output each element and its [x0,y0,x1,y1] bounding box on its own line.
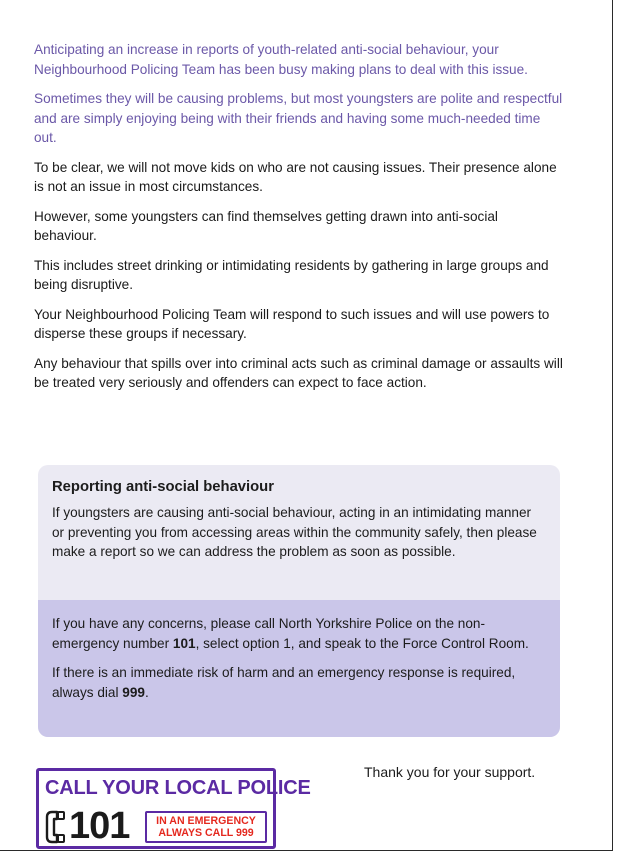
body-paragraph-4: Your Neighbourhood Policing Team will respond to such issues and will use powers to disperse these groups if necessary. [34,306,550,341]
body-paragraph-5: Any behaviour that spills over into criminal acts such as criminal damage or assaults will be treated very seriously and offenders can expect to face action. [34,355,563,390]
concerns-paragraph [52,614,546,653]
body-paragraph-1: To be clear, we will not move kids on who are not causing issues. Their presence alone is not an issue in most circumstances. [34,159,557,194]
intro-paragraph-2: Sometimes they will be causing problems, but most youngsters are polite and respectful and are simply enjoying being with their friends and having some much-needed time out. [34,91,563,145]
logo-headline: CALL YOUR LOCAL POLICE [45,777,311,799]
reporting-title: Reporting anti-social behaviour [52,479,274,495]
main-text [34,40,564,403]
thanks-text: Thank you for your support. [364,764,536,780]
emergency-text-before: If there is an immediate risk of harm and an emergency response is required, always dial [52,665,516,700]
emergency-number: 999 [122,684,145,700]
emergency-badge [145,811,267,843]
logo-number-101: 101 [69,805,130,847]
emergency-badge-line-1: IN AN EMERGENCY [156,815,256,827]
concerns-text-after: , select option 1, and speak to the Force Control Room. [195,635,529,651]
reporting-section [38,465,560,574]
emergency-badge-line-2: ALWAYS CALL 999 [158,827,254,839]
logo-number-row [45,805,267,847]
body-paragraph-2: However, some youngsters can find themselves getting drawn into anti-social behaviour. [34,208,498,243]
non-emergency-number: 101 [172,635,196,651]
call-101-logo [36,768,311,849]
reporting-text: If youngsters are causing anti-social behaviour, acting in an intimidating manner or preventing you from accessing areas within the community safely, then please make a report so we can address the problem as soon as possible. [52,505,537,559]
emergency-text-after: . [144,684,149,700]
contact-section [38,600,560,737]
phone-icon [45,810,67,844]
intro-paragraph-1: Anticipating an increase in reports of youth-related anti-social behaviour, your Neighbourhood Policing Team has been busy making plans to deal with this issue. [34,42,528,77]
reporting-info-box [38,465,560,737]
concerns-text-before: If you have any concerns, please call North Yorkshire Police on the non-emergency number [52,616,485,651]
body-paragraph-3: This includes street drinking or intimidating residents by gathering in large groups and being disruptive. [34,257,549,292]
emergency-paragraph [52,663,546,702]
